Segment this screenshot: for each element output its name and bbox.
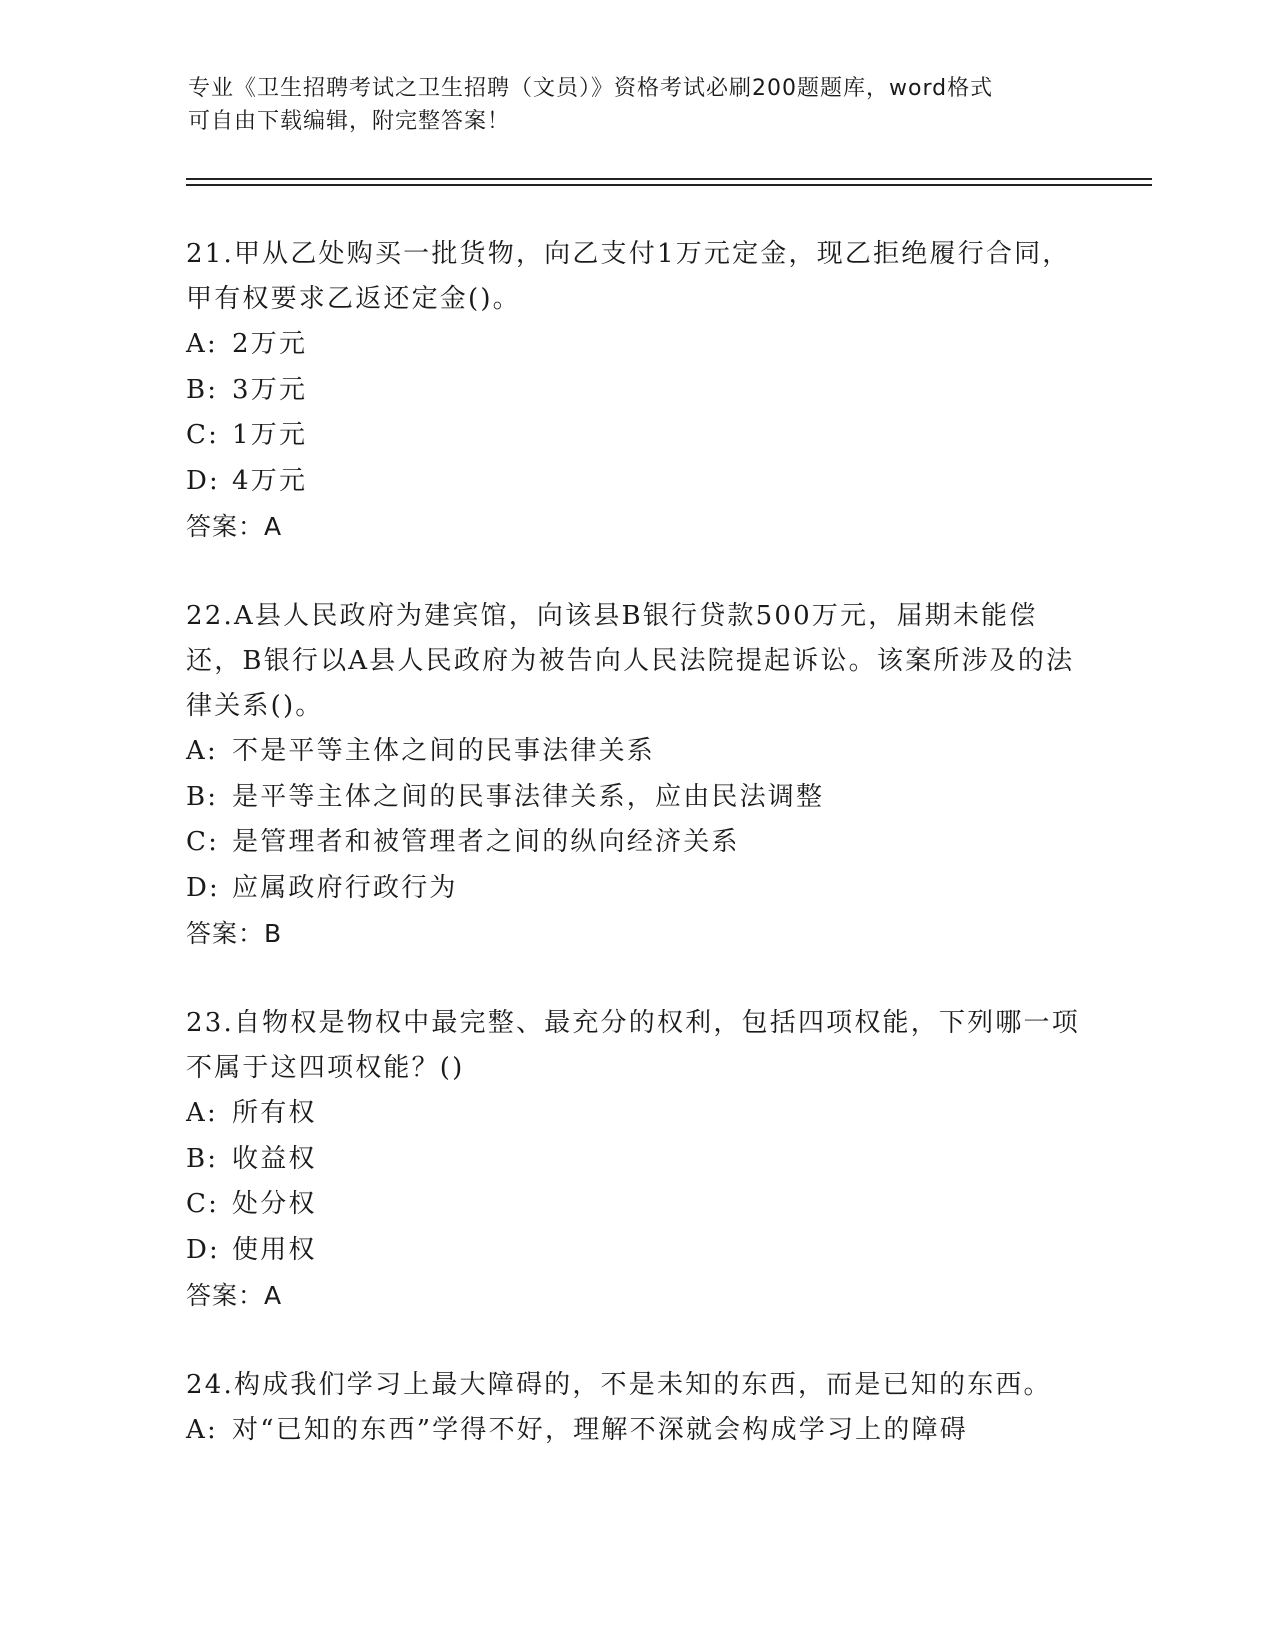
option-letter: D: [186,872,221,903]
option-letter: C: [186,1189,220,1219]
header-line-2: 可自由下载编辑，附完整答案！ [188,109,511,134]
option-text: 4万元 [232,465,308,496]
option-letter: D: [186,1234,221,1265]
option-text: 是平等主体之间的民事法律关系，应由民法调整 [232,781,825,812]
option-text: 使用权 [232,1234,317,1265]
option-text: 不是平等主体之间的民事法律关系 [232,736,656,766]
answer-line: 答案：A [186,1281,283,1310]
option-d [186,459,1086,505]
option-b [186,775,1086,821]
option-c [186,1182,1086,1228]
option-text: 2万元 [232,329,308,359]
option-c [186,820,1086,866]
option-letter: A: [186,736,218,766]
option-letter: A: [186,1098,218,1128]
option-a [186,1408,1086,1454]
option-letter: C: [186,420,220,450]
question-stem: 21.甲从乙处购买一批货物，向乙支付1万元定金，现乙拒绝履行合同，甲有权要求乙返还定金()。 [186,239,1071,314]
answer-line: 答案：B [186,919,283,948]
question-list [186,232,1086,1499]
option-a [186,1091,1086,1137]
option-letter: B: [186,374,219,405]
question-24 [186,1363,1086,1454]
answer-line: 答案：A [186,512,283,541]
option-letter: B: [186,781,219,812]
option-text: 3万元 [232,374,308,405]
option-a [186,322,1086,368]
question-23 [186,1001,1086,1318]
option-text: 收益权 [232,1143,317,1174]
option-letter: C: [186,827,220,857]
option-b [186,368,1086,414]
option-a [186,729,1086,775]
option-b [186,1137,1086,1183]
option-d [186,866,1086,912]
header-line-1: 专业《卫生招聘考试之卫生招聘（文员）》资格考试必刷200题题库，word格式 [188,76,994,101]
option-text: 1万元 [232,420,308,450]
header-divider-top [186,178,1152,180]
question-22 [186,594,1086,956]
option-text: 是管理者和被管理者之间的纵向经济关系 [232,827,740,857]
option-letter: B: [186,1143,219,1174]
option-text: 所有权 [232,1098,317,1128]
document-header [188,72,1068,138]
option-text: 处分权 [232,1189,317,1219]
question-21 [186,232,1086,549]
option-text: 对“已知的东西”学得不好，理解不深就会构成学习上的障碍 [232,1415,968,1445]
option-letter: D: [186,465,221,496]
option-c [186,413,1086,459]
option-d [186,1228,1086,1274]
option-letter: A: [186,329,218,359]
option-text: 应属政府行政行为 [232,872,458,903]
option-letter: A: [186,1415,218,1445]
question-stem: 24.构成我们学习上最大障碍的，不是未知的东西，而是已知的东西。 [186,1370,1052,1400]
header-divider-bottom [186,184,1152,186]
question-stem: 22.A县人民政府为建宾馆，向该县B银行贷款500万元，届期未能偿还，B银行以A县人民政府为被告向人民法院提起诉讼。该案所涉及的法律关系()。 [186,601,1075,721]
question-stem: 23.自物权是物权中最完整、最充分的权利，包括四项权能，下列哪一项不属于这四项权能？() [186,1008,1080,1083]
